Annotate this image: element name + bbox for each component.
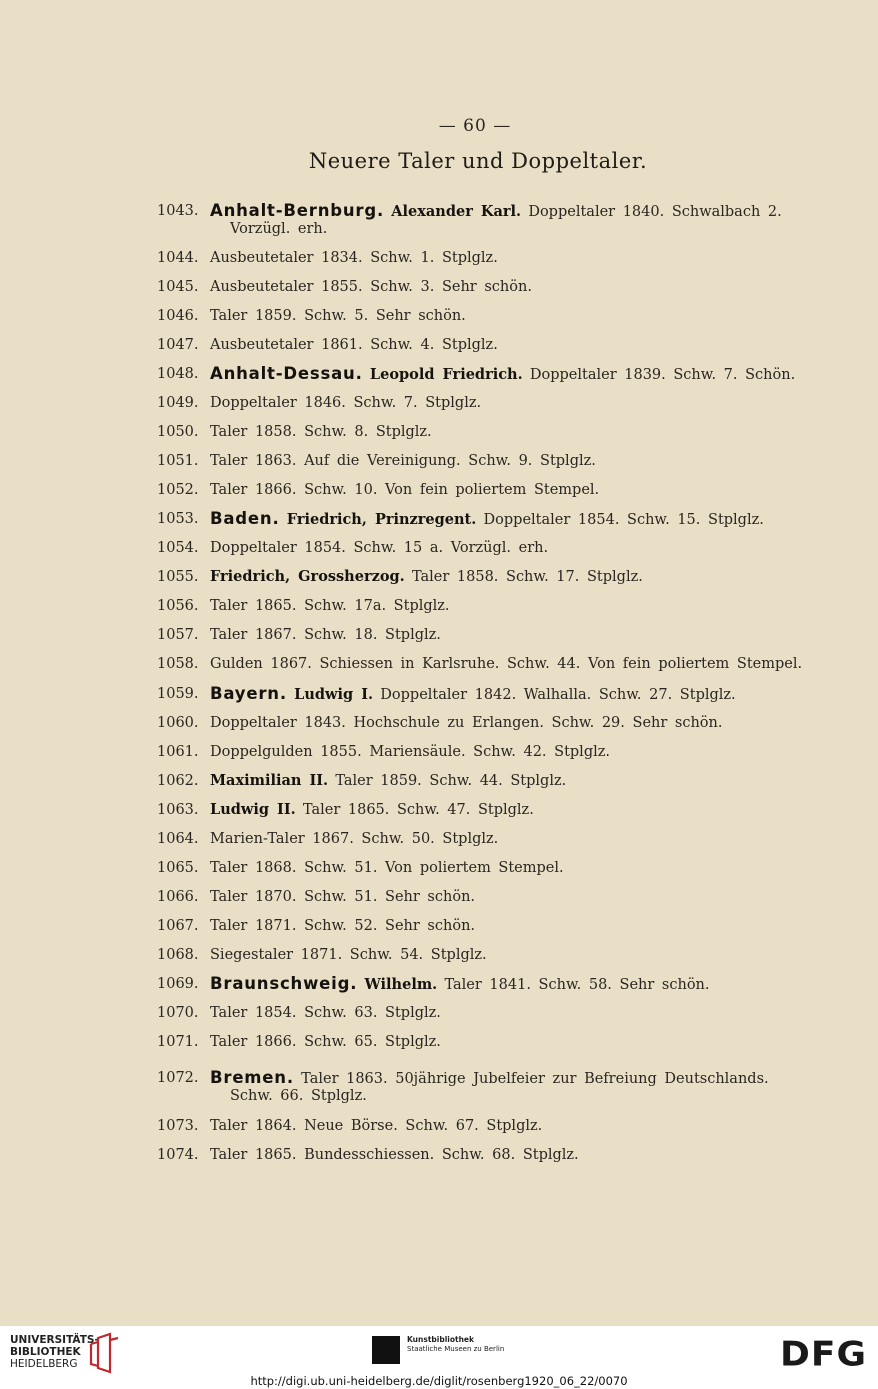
entry-number: 1053.	[157, 511, 199, 527]
entry-number: 1055.	[157, 569, 199, 585]
entry-text	[210, 480, 599, 500]
entry-text	[210, 422, 432, 442]
entry-text	[210, 829, 498, 849]
ub-bracket-icon	[88, 1332, 122, 1374]
entry-number: 1050.	[157, 424, 199, 440]
entry-text	[210, 974, 710, 995]
ruler-name: Ludwig II.	[210, 801, 296, 818]
entry-description: Doppelgulden 1855. Mariensäule. Schw. 42. Stplglz.	[210, 744, 610, 760]
entry-number: 1045.	[157, 279, 199, 295]
entry-description: Doppeltaler 1854. Schw. 15 a. Vorzügl. erh.	[210, 540, 549, 556]
entry-number: 1047.	[157, 337, 199, 353]
entry-number: 1058.	[157, 656, 199, 672]
entry-description: Gulden 1867. Schiessen in Karlsruhe. Schw. 44. Von fein poliertem Stempel.	[210, 656, 803, 672]
entry-number: 1054.	[157, 540, 199, 556]
entry-text	[210, 567, 643, 587]
entry-number: 1067.	[157, 918, 199, 934]
entry-number: 1070.	[157, 1005, 199, 1021]
entry-number: 1057.	[157, 627, 199, 643]
entry-description: Taler 1858. Schw. 17. Stplglz.	[411, 569, 643, 585]
entry-number: 1074.	[157, 1147, 199, 1163]
ub-line-2: BIBLIOTHEK	[10, 1346, 81, 1358]
kunstbibliothek-icon	[372, 1336, 400, 1364]
entry-text	[210, 1145, 579, 1165]
page-title: Neuere Taler und Doppeltaler.	[308, 149, 648, 173]
entry-description: Taler 1858. Schw. 8. Stplglz.	[210, 424, 432, 440]
kunstbibliothek-logo[interactable]	[407, 1335, 504, 1354]
ruler-name: Friedrich, Grossherzog.	[210, 568, 405, 585]
entry-number: 1066.	[157, 889, 199, 905]
footer-bar	[0, 1326, 878, 1389]
entry-number: 1049.	[157, 395, 199, 411]
entry-text	[210, 1116, 542, 1136]
region-heading: Bayern.	[210, 684, 287, 703]
entry-number: 1059.	[157, 686, 199, 702]
entry-number: 1060.	[157, 715, 199, 731]
entry-description: Taler 1868. Schw. 51. Von poliertem Stempel.	[210, 860, 564, 876]
entry-text	[210, 858, 564, 878]
entry-text	[210, 800, 534, 820]
entry-number: 1052.	[157, 482, 199, 498]
entry-text	[210, 364, 795, 385]
ub-heidelberg-logo[interactable]	[10, 1334, 99, 1370]
ub-line-1: UNIVERSITÄTS-	[10, 1334, 99, 1346]
entry-text	[210, 509, 764, 530]
dfg-logo[interactable]: DFG	[780, 1335, 868, 1374]
entry-number: 1046.	[157, 308, 199, 324]
entry-number: 1044.	[157, 250, 199, 266]
entry-number: 1072.	[157, 1070, 199, 1086]
ruler-name: Ludwig I.	[294, 686, 374, 703]
entry-text	[210, 248, 498, 268]
region-heading: Anhalt-Dessau.	[210, 364, 363, 383]
entry-description: Taler 1871. Schw. 52. Sehr schön.	[210, 918, 476, 934]
entry-text	[210, 654, 802, 674]
entry-description: Doppeltaler 1843. Hochschule zu Erlangen. Schw. 29. Sehr schön.	[210, 715, 723, 731]
entry-number: 1064.	[157, 831, 199, 847]
entry-description: Taler 1870. Schw. 51. Sehr schön.	[210, 889, 476, 905]
entry-description: Taler 1865. Bundesschiessen. Schw. 68. Stplglz.	[210, 1147, 579, 1163]
entry-number: 1069.	[157, 976, 199, 992]
entry-text	[210, 887, 475, 907]
entry-text	[210, 451, 596, 471]
entry-description: Marien-Taler 1867. Schw. 50. Stplglz.	[210, 831, 499, 847]
ruler-name: Maximilian II.	[210, 772, 329, 789]
entry-description: Taler 1841. Schw. 58. Sehr schön.	[444, 977, 710, 993]
entry-text	[210, 771, 566, 791]
entry-description: Taler 1866. Schw. 10. Von fein poliertem Stempel.	[210, 482, 600, 498]
entry-description: Taler 1864. Neue Börse. Schw. 67. Stplglz.	[210, 1118, 543, 1134]
entry-description: Doppeltaler 1854. Schw. 15. Stplglz.	[483, 512, 764, 528]
region-heading: Baden.	[210, 509, 280, 528]
entry-description: Ausbeutetaler 1861. Schw. 4. Stplglz.	[210, 337, 498, 353]
entry-text	[210, 742, 610, 762]
entry-text	[210, 625, 441, 645]
entry-text	[210, 1032, 441, 1052]
page-number: — 60 —	[438, 116, 512, 136]
entry-number: 1051.	[157, 453, 199, 469]
entry-description: Siegestaler 1871. Schw. 54. Stplglz.	[210, 947, 487, 963]
entry-continuation: Vorzügl. erh.	[230, 221, 328, 237]
entry-description: Taler 1865. Schw. 17a. Stplglz.	[210, 598, 450, 614]
entry-description: Taler 1865. Schw. 47. Stplglz.	[302, 802, 534, 818]
entry-text	[210, 596, 450, 616]
region-heading: Braunschweig.	[210, 974, 358, 993]
entry-text	[210, 335, 498, 355]
entry-text	[210, 538, 548, 558]
kb-line-2: Staatliche Museen zu Berlin	[407, 1345, 505, 1353]
ruler-name: Friedrich, Prinzregent.	[286, 511, 477, 528]
entry-text	[210, 945, 487, 965]
entry-description: Doppeltaler 1846. Schw. 7. Stplglz.	[210, 395, 482, 411]
entry-description: Taler 1859. Schw. 5. Sehr schön.	[210, 308, 466, 324]
entry-number: 1063.	[157, 802, 199, 818]
entry-description: Doppeltaler 1840. Schwalbach 2.	[528, 204, 782, 220]
entry-continuation: Schw. 66. Stplglz.	[230, 1088, 367, 1104]
entry-text	[210, 277, 532, 297]
permalink-url[interactable]: http://digi.ub.uni-heidelberg.de/diglit/rosenberg1920_06_22/0070	[250, 1374, 628, 1388]
region-heading: Anhalt-Bernburg.	[210, 201, 385, 220]
entry-description: Taler 1854. Schw. 63. Stplglz.	[210, 1005, 441, 1021]
kb-line-1: Kunstbibliothek	[407, 1335, 475, 1344]
entry-number: 1056.	[157, 598, 199, 614]
entry-number: 1068.	[157, 947, 199, 963]
entry-description: Taler 1859. Schw. 44. Stplglz.	[335, 773, 567, 789]
entry-text	[210, 306, 466, 326]
region-heading: Bremen.	[210, 1068, 294, 1087]
entry-number: 1061.	[157, 744, 199, 760]
ruler-name: Wilhelm.	[364, 976, 438, 993]
ruler-name: Alexander Karl.	[391, 203, 522, 220]
entry-number: 1073.	[157, 1118, 199, 1134]
entry-number: 1048.	[157, 366, 199, 382]
entry-description: Ausbeutetaler 1834. Schw. 1. Stplglz.	[210, 250, 498, 266]
entry-text	[210, 713, 722, 733]
entry-number: 1043.	[157, 203, 199, 219]
entry-number: 1071.	[157, 1034, 199, 1050]
entry-text	[210, 1003, 441, 1023]
ub-line-3: HEIDELBERG	[10, 1358, 78, 1370]
entry-text	[210, 684, 736, 705]
entry-description: Taler 1863. 50jährige Jubelfeier zur Befreiung Deutschlands.	[301, 1071, 769, 1087]
entry-description: Taler 1866. Schw. 65. Stplglz.	[210, 1034, 441, 1050]
entry-description: Taler 1863. Auf die Vereinigung. Schw. 9. Stplglz.	[210, 453, 596, 469]
entry-number: 1062.	[157, 773, 199, 789]
entry-description: Doppeltaler 1839. Schw. 7. Schön.	[529, 367, 796, 383]
entry-description: Ausbeutetaler 1855. Schw. 3. Sehr schön.	[210, 279, 532, 295]
entry-description: Doppeltaler 1842. Walhalla. Schw. 27. Stplglz.	[380, 687, 736, 703]
entry-text	[210, 916, 475, 936]
ruler-name: Leopold Friedrich.	[369, 366, 523, 383]
entry-number: 1065.	[157, 860, 199, 876]
entry-text	[210, 393, 481, 413]
entry-description: Taler 1867. Schw. 18. Stplglz.	[210, 627, 441, 643]
